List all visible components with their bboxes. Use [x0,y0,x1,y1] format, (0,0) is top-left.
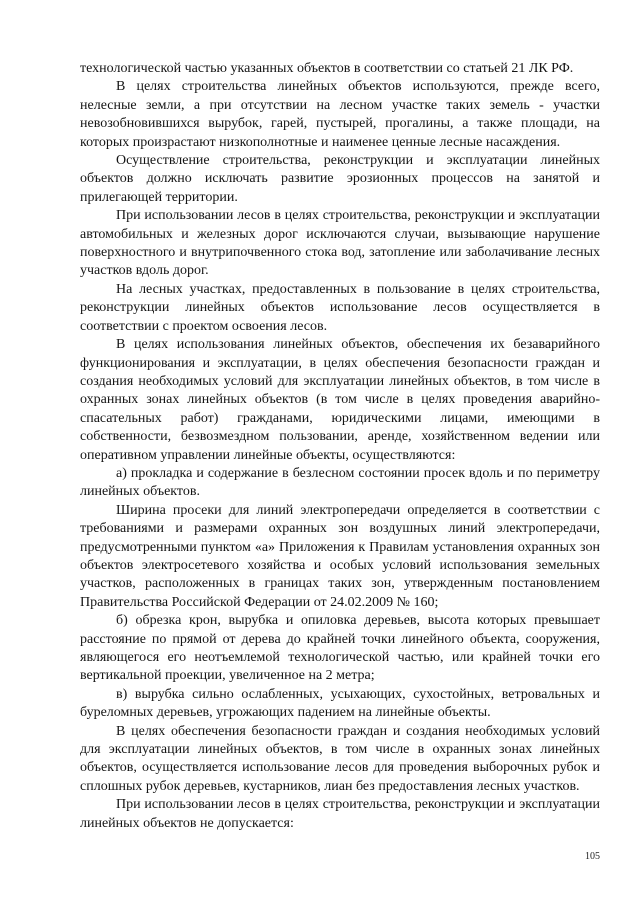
paragraph: При использовании лесов в целях строительства, реконструкции и эксплуатации автомобильных и железных дорог исключаются случаи, вызывающие нарушение поверхностного и внутрипочвенного стока вод, затопление или заболачивание лесных участков вдоль дорог. [80,208,600,279]
paragraph: Осуществление строительства, реконструкции и эксплуатации линейных объектов должно исключать развитие эрозионных процессов на занятой и прилегающей территории. [80,153,600,205]
document-body [80,60,600,833]
paragraph-continuation: технологической частью указанных объектов в соответствии со статьей 21 ЛК РФ. [80,61,574,76]
paragraph: В целях строительства линейных объектов используются, прежде всего, нелесные земли, а при отсутствии на лесном участке таких земель - участки невозобновившихся вырубок, гарей, пустырей, прогалины, а также площади, на которых произрастают низкополнотные и наименее ценные лесные насаждения. [80,79,600,150]
paragraph: Ширина просеки для линий электропередачи определяется в соответствии с требованиями и размерами охранных зон воздушных линий электропередачи, предусмотренными пунктом «а» Приложения к Правилам установления охранных зон объектов электросетевого хозяйства и особых условий использования земельных участков, расположенных в границах таких зон, утвержденным постановлением Правительства Российской Федерации от 24.02.2009 № 160; [80,502,600,610]
page-number: 105 [585,851,600,862]
list-item-b: б) обрезка крон, вырубка и опиловка деревьев, высота которых превышает расстояние по прямой от дерева до крайней точки линейного объекта, сооружения, являющегося его неотъемлемой технологической частью, или крайней точки его вертикальной проекции, увеличенное на 2 метра; [80,613,600,684]
paragraph: В целях использования линейных объектов, обеспечения их безаварийного функционирования и эксплуатации, в целях обеспечения безопасности граждан и создания необходимых условий для эксплуатации линейных объектов, в том числе в охранных зонах линейных объектов (в том числе в целях проведения аварийно-спасательных работ) гражданами, юридическими лицами, имеющими в собственности, безвозмездном пользовании, аренде, хозяйственном ведении или оперативном управлении линейные объекты, осуществляются: [80,337,600,463]
paragraph: При использовании лесов в целях строительства, реконструкции и эксплуатации линейных объектов не допускается: [80,797,600,831]
paragraph: На лесных участках, предоставленных в пользование в целях строительства, реконструкции линейных объектов использование лесов осуществляется в соответствии с проектом освоения лесов. [80,281,600,334]
list-item-v: в) вырубка сильно ослабленных, усыхающих, сухостойных, ветровальных и буреломных деревьев, угрожающих падением на линейные объекты. [80,686,600,721]
list-item-a: а) прокладка и содержание в безлесном состоянии просек вдоль и по периметру линейных объектов. [80,465,600,500]
paragraph: В целях обеспечения безопасности граждан и создания необходимых условий для эксплуатации линейных объектов, в том числе в охранных зонах линейных объектов, осуществляется использование лесов для проведения выборочных рубок и сплошных рубок деревьев, кустарников, лиан без предоставления лесных участков. [80,723,600,794]
